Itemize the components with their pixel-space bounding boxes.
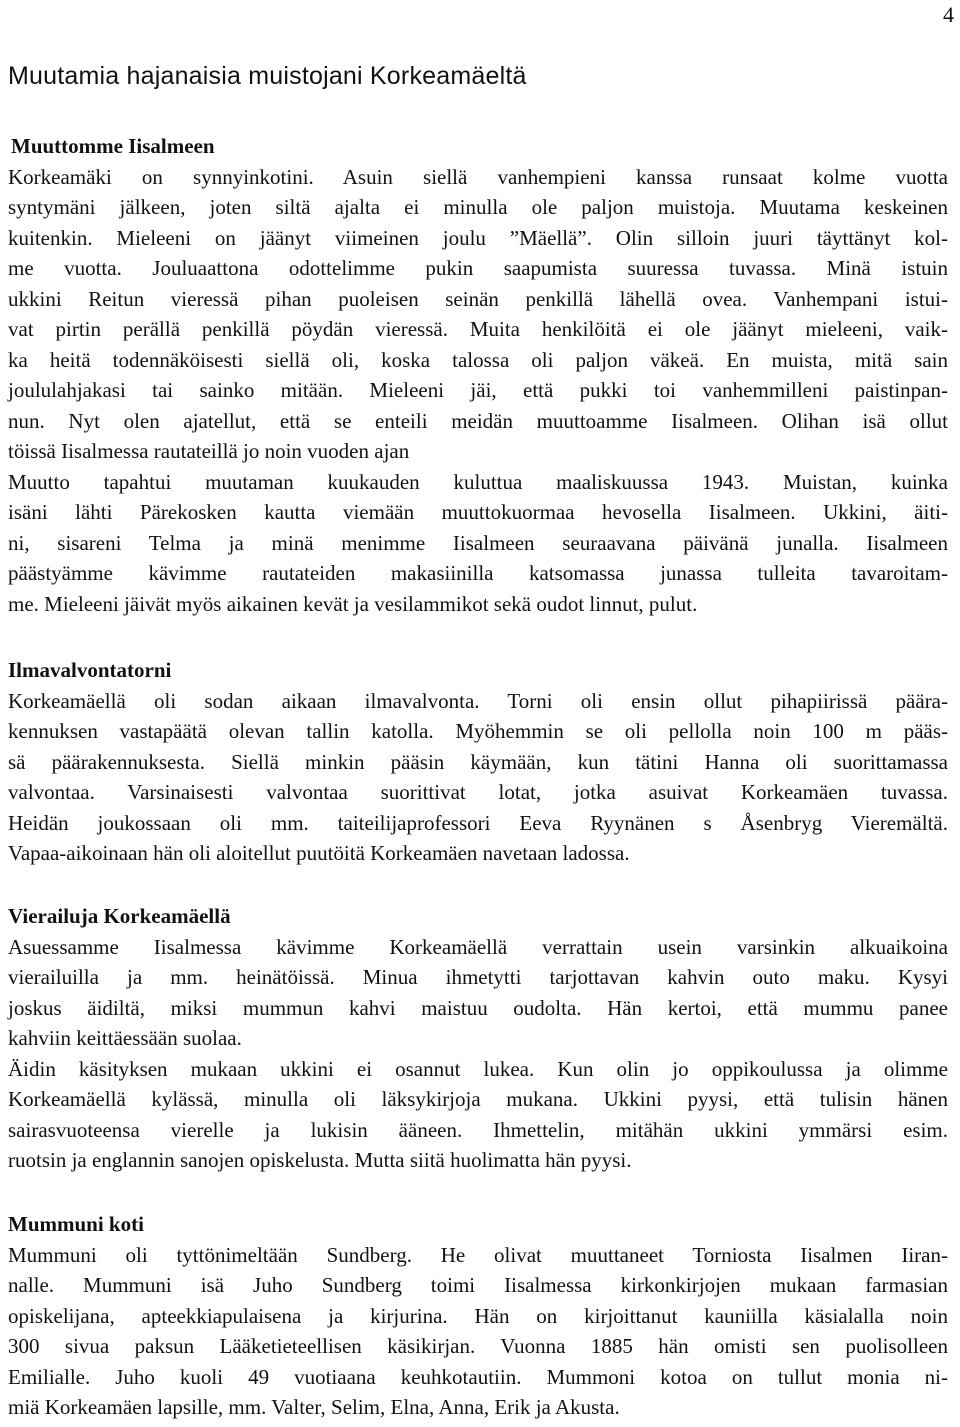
paragraph	[8, 686, 948, 869]
text-line: sä päärakennuksesta. Siellä minkin pääsin käymään, kun tätini Hanna oli suorittamassa	[8, 749, 948, 774]
text-line: vierailuilla ja mm. heinätöissä. Minua ihmetytti tarjottavan kahvin outo maku. Kysyi	[8, 965, 948, 989]
section-heading: Ilmavalvontatorni	[8, 658, 172, 682]
text-line: nalle. Mummuni isä Juho Sundberg toimi Iisalmessa kirkonkirjojen mukaan farmasian	[8, 1273, 948, 1297]
text-line: nun. Nyt olen ajatellut, että se enteili meidän muuttoamme Iisalmeen. Olihan isä ollut	[8, 408, 948, 433]
text-line: Mummuni oli tyttönimeltään Sundberg. He olivat muuttaneet Torniosta Iisalmen Iiran-	[8, 1242, 948, 1267]
section-ilmavalvontatorni	[8, 655, 948, 869]
text-line: ukkini Reitun vieressä pihan puoleisen seinän penkillä lähellä ovea. Vanhempani istui-	[8, 286, 948, 311]
text-line: me vuotta. Jouluaattona odottelimme pukin saapumista suuressa tuvassa. Minä istuin	[8, 256, 948, 280]
text-line: Emilialle. Juho kuoli 49 vuotiaana keuhkotautiin. Mummoni kotoa on tullut monia ni-	[8, 1364, 948, 1389]
text-line: me. Mieleeni jäivät myös aikainen kevät ja vesilammikot sekä oudot linnut, pulut.	[8, 591, 698, 616]
text-line: päästyämme kävimme rautateiden makasiinilla katsomassa junassa tulleita tavaroitam-	[8, 561, 948, 585]
text-line: opiskelijana, apteekkiapulaisena ja kirjurina. Hän on kirjoittanut kauniilla käsialalla noin	[8, 1303, 948, 1328]
text-line: vat pirtin perällä penkillä pöydän vieressä. Muita henkilöitä ei ole jäänyt mieleeni, vaik-	[8, 317, 948, 341]
section-muuttomme-iisalmeen	[8, 131, 948, 619]
text-line: Heidän joukossaan oli mm. taiteilijaprofessori Eeva Ryynänen s Åsenbryg Vieremältä.	[8, 810, 948, 835]
section-heading: Muuttomme Iisalmeen	[11, 134, 215, 158]
text-line: ni, sisareni Telma ja minä menimme Iisalmeen seuraavana päivänä junalla. Iisalmeen	[8, 530, 948, 555]
text-line: Korkeamäki on synnyinkotini. Asuin siellä vanhempieni kanssa runsaat kolme vuotta	[8, 164, 948, 189]
text-line: joululahjakasi tai sainko mitään. Mieleeni jäi, että pukki toi vanhemmilleni paistinpan-	[8, 378, 948, 402]
text-line: ruotsin ja englannin sanojen opiskelusta. Mutta siitä huolimatta hän pyysi.	[8, 1148, 632, 1172]
text-line: sairasvuoteensa vierelle ja lukisin ääneen. Ihmettelin, mitähän ukkini ymmärsi esim.	[8, 1117, 948, 1142]
text-line: kennuksen vastapäätä olevan tallin katolla. Myöhemmin se oli pellolla noin 100 m pääs-	[8, 719, 948, 743]
section-vierailuja-korkeamaella	[8, 901, 948, 1176]
text-line: isäni lähti Pärekosken kautta viemään muuttokuormaa hevosella Iisalmeen. Ukkini, äiti-	[8, 500, 948, 524]
page-number: 4	[943, 2, 954, 27]
text-line: Muutto tapahtui muutaman kuukauden kuluttua maaliskuussa 1943. Muistan, kuinka	[8, 469, 948, 494]
text-line: valvontaa. Varsinaisesti valvontaa suorittivat lotat, jotka asuivat Korkeamäen tuvassa.	[8, 780, 948, 804]
section-mummuni-koti	[8, 1209, 948, 1423]
text-line: joskus äidiltä, miksi mummun kahvi maistuu oudolta. Hän kertoi, että mummu panee	[8, 995, 948, 1020]
text-line: Korkeamäellä kylässä, minulla oli läksykirjoja mukana. Ukkini pyysi, että tulisin hänen	[8, 1087, 948, 1111]
text-line: 300 sivua paksun Lääketieteellisen käsikirjan. Vuonna 1885 hän omisti sen puolisolleen	[8, 1334, 948, 1358]
text-line: syntymäni jälkeen, joten siltä ajalta ei minulla ole paljon muistoja. Muutama keskeinen	[8, 195, 948, 219]
paragraph	[8, 162, 948, 620]
paragraph	[8, 932, 948, 1054]
text-line: ka heitä todennäköisesti siellä oli, koska talossa oli paljon väkeä. En muista, mitä sain	[8, 347, 948, 372]
text-line: töissä Iisalmessa rautateillä jo noin vuoden ajan	[8, 439, 410, 463]
text-line: Korkeamäellä oli sodan aikaan ilmavalvonta. Torni oli ensin ollut pihapiirissä päära-	[8, 688, 948, 713]
text-line: miä Korkeamäen lapsille, mm. Valter, Selim, Elna, Anna, Erik ja Akusta.	[8, 1395, 620, 1419]
text-line: kuitenkin. Mieleeni on jäänyt viimeinen joulu ”Mäellä”. Olin silloin juuri täyttänyt kol-	[8, 225, 948, 250]
section-heading: Mummuni koti	[8, 1212, 144, 1236]
paragraph	[8, 1240, 948, 1423]
text-line: Asuessamme Iisalmessa kävimme Korkeamäellä verrattain usein varsinkin alkuaikoina	[8, 934, 948, 959]
text-line: Vapaa-aikoinaan hän oli aloitellut puutöitä Korkeamäen navetaan ladossa.	[8, 841, 630, 865]
section-heading: Vierailuja Korkeamäellä	[8, 904, 231, 928]
text-line: kahviin keittäessään suolaa.	[8, 1026, 242, 1050]
text-line: Äidin käsityksen mukaan ukkini ei osannut lukea. Kun olin jo oppikoulussa ja olimme	[8, 1056, 948, 1081]
paragraph	[8, 1054, 948, 1176]
page-title: Muutamia hajanaisia muistojani Korkeamäeltä	[8, 62, 527, 90]
